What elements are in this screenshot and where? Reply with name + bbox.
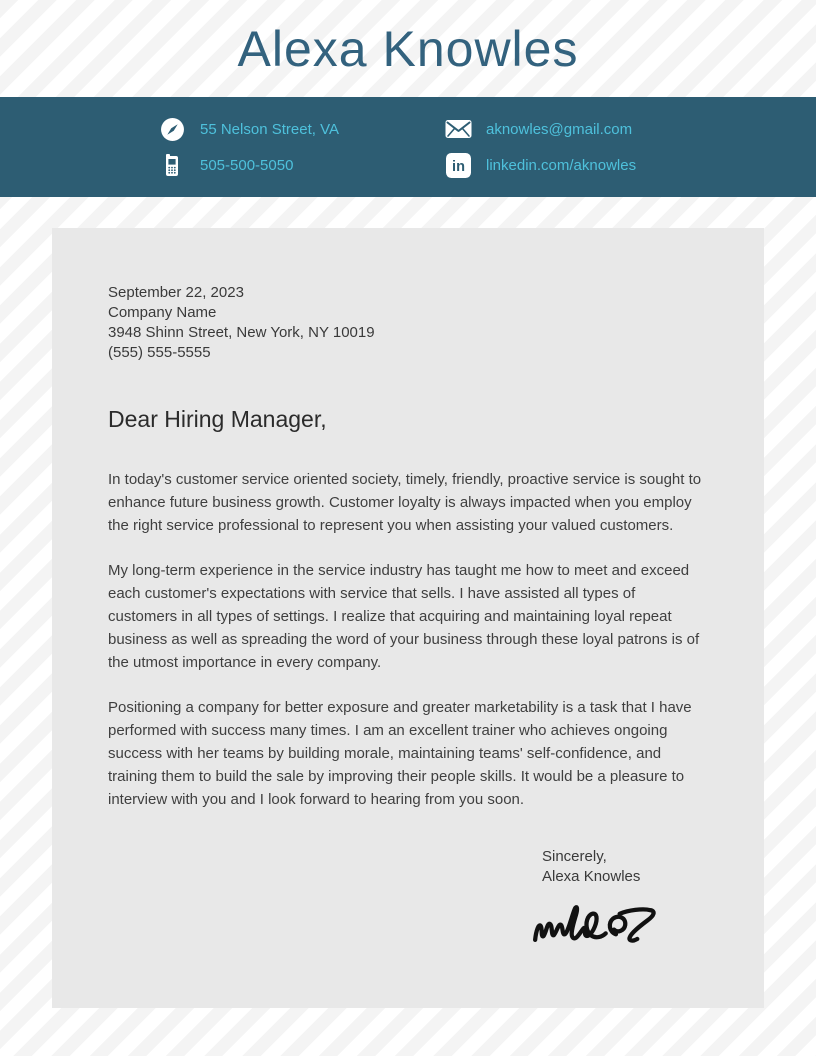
contact-item-linkedin	[444, 147, 636, 183]
letter-paragraph-3: Positioning a company for better exposure and greater marketability is a task that I have performed with success many times. I am an excellent trainer who achieves ongoing success with her teams by building morale, maintaining teams' self-confidence, and training them to build the sale by improving their people skills. It would be a pleasure to interview with you and I look forward to hearing from you soon.	[108, 699, 692, 808]
contact-item-address	[158, 111, 339, 147]
linkedin-icon	[444, 153, 472, 178]
closing-word: Sincerely,	[542, 848, 607, 865]
closing-block	[542, 847, 708, 887]
page-title: Alexa Knowles	[237, 20, 579, 77]
contact-band	[0, 97, 816, 197]
email-icon	[444, 119, 472, 139]
svg-text:in: in	[451, 158, 465, 175]
header	[0, 0, 816, 97]
email-link[interactable]: aknowles@gmail.com	[486, 120, 633, 138]
recipient-block	[108, 283, 708, 363]
salutation: Dear Hiring Manager,	[108, 406, 327, 432]
contact-column-left	[158, 111, 339, 183]
company-address: 3948 Shinn Street, New York, NY 10019	[108, 324, 375, 341]
linkedin-link[interactable]: linkedin.com/aknowles	[486, 156, 637, 174]
contact-item-phone	[158, 147, 339, 183]
letter-paragraph-2: My long-term experience in the service industry has taught me how to meet and exceed each customer's expectations with service that sells. I have assisted all types of customers in all types of settings. I realize that acquiring and maintaining loyal repeat business as well as spreading the word of your business through these loyal patrons is of the utmost importance in every company.	[108, 562, 700, 671]
company-name: Company Name	[108, 304, 217, 321]
letter-paragraph-1: In today's customer service oriented society, timely, friendly, proactive service is sought to enhance future business growth. Customer loyalty is always impacted when you employ the right service professional to represent you when assisting your valued customers.	[108, 471, 702, 534]
signature-scribble	[527, 899, 708, 956]
closing-name: Alexa Knowles	[542, 868, 641, 885]
contact-column-right	[444, 111, 636, 183]
compass-icon	[158, 117, 186, 142]
address-link[interactable]: 55 Nelson Street, VA	[200, 120, 339, 138]
contact-item-email	[444, 111, 636, 147]
phone-icon	[158, 153, 186, 178]
phone-link[interactable]: 505-500-5050	[200, 156, 294, 174]
letter-date: September 22, 2023	[108, 284, 244, 301]
letter-card	[52, 228, 764, 1008]
company-phone: (555) 555-5555	[108, 344, 211, 361]
